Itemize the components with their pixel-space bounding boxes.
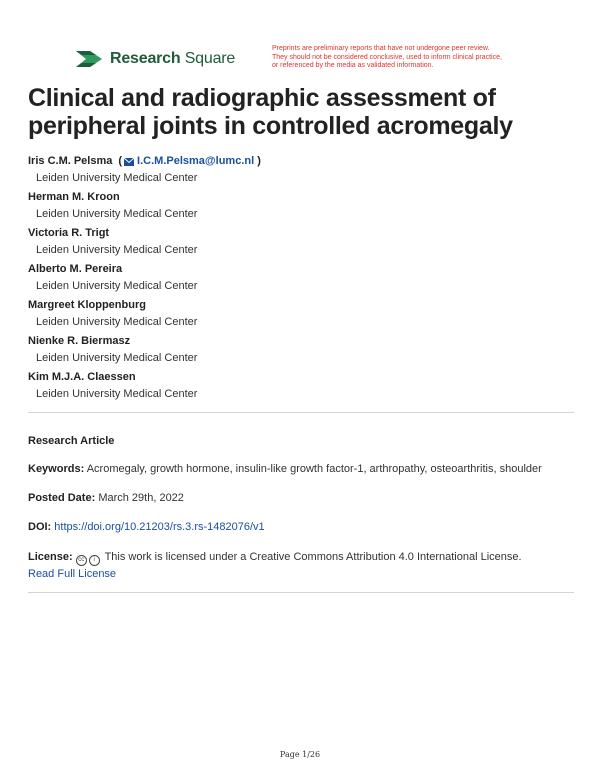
- cc-icon: cc: [76, 555, 87, 566]
- author-entry: [28, 261, 568, 297]
- author-name: Kim M.J.A. Claessen: [28, 371, 136, 383]
- doi-label: DOI:: [28, 521, 52, 533]
- author-name: Margreet Kloppenburg: [28, 299, 146, 311]
- attribution-icon: i: [89, 555, 100, 566]
- author-affiliation: Leiden University Medical Center: [36, 208, 198, 220]
- research-square-logo[interactable]: [74, 47, 235, 71]
- disclaimer-line: Preprints are preliminary reports that have not undergone peer review.: [272, 45, 490, 52]
- author-email[interactable]: I.C.M.Pelsma@lumc.nl: [137, 155, 255, 167]
- page-number: Page 1/26: [279, 750, 321, 759]
- author-list: [28, 153, 568, 405]
- author-affiliation: Leiden University Medical Center: [36, 388, 198, 400]
- author-name: Victoria R. Trigt: [28, 227, 110, 239]
- posted-date-row: [28, 490, 578, 506]
- author-name: Alberto M. Pereira: [28, 263, 123, 275]
- article-type-label: Research Article: [28, 435, 115, 447]
- preprint-disclaimer: [272, 45, 532, 71]
- keywords-row: [28, 461, 578, 477]
- author-entry: [28, 333, 568, 369]
- divider-bottom: [28, 592, 574, 593]
- logo-square-text: Square: [184, 50, 236, 67]
- author-affiliation: Leiden University Medical Center: [36, 280, 198, 292]
- author-name-row: [28, 153, 568, 170]
- read-full-license-link[interactable]: Read Full License: [28, 568, 117, 580]
- posted-date-value: March 29th, 2022: [98, 492, 184, 504]
- author-name: Herman M. Kroon: [28, 191, 120, 203]
- license-label: License:: [28, 551, 73, 563]
- author-entry: [28, 153, 568, 189]
- author-entry: [28, 189, 568, 225]
- author-entry: [28, 297, 568, 333]
- doi-row: [28, 519, 578, 535]
- author-entry: [28, 369, 568, 405]
- logo-wordmark: [110, 50, 235, 68]
- posted-date-label: Posted Date:: [28, 492, 96, 504]
- author-affiliation: Leiden University Medical Center: [36, 316, 198, 328]
- keywords-label: Keywords:: [28, 463, 85, 475]
- article-type: [28, 433, 578, 449]
- author-affiliation: Leiden University Medical Center: [36, 352, 198, 364]
- divider-top: [28, 412, 574, 413]
- doi-link[interactable]: https://doi.org/10.21203/rs.3.rs-1482076/v1: [54, 521, 265, 533]
- paper-title: Clinical and radiographic assessment of peripheral joints in controlled acromegaly: [28, 84, 513, 140]
- license-row: [28, 549, 578, 582]
- keywords-value: Acromegaly, growth hormone, insulin-like growth factor-1, arthropathy, osteoarthritis, shoulder: [86, 463, 542, 475]
- research-square-logo-icon: [74, 47, 104, 71]
- disclaimer-line: They should not be considered conclusive, used to inform clinical practice,: [272, 53, 502, 61]
- logo-research-text: Research: [110, 50, 181, 67]
- author-name: Iris C.M. Pelsma: [28, 155, 113, 167]
- author-affiliation: Leiden University Medical Center: [36, 244, 198, 256]
- disclaimer-line: or referenced by the media as validated information.: [272, 62, 434, 69]
- license-text: This work is licensed under a Creative Commons Attribution 4.0 International License.: [104, 551, 522, 563]
- author-entry: [28, 225, 568, 261]
- envelope-icon: [124, 158, 134, 166]
- author-name: Nienke R. Biermasz: [28, 335, 131, 347]
- author-email-link[interactable]: ( I.C.M.Pelsma@lumc.nl ): [118, 153, 261, 170]
- author-affiliation: Leiden University Medical Center: [36, 172, 198, 184]
